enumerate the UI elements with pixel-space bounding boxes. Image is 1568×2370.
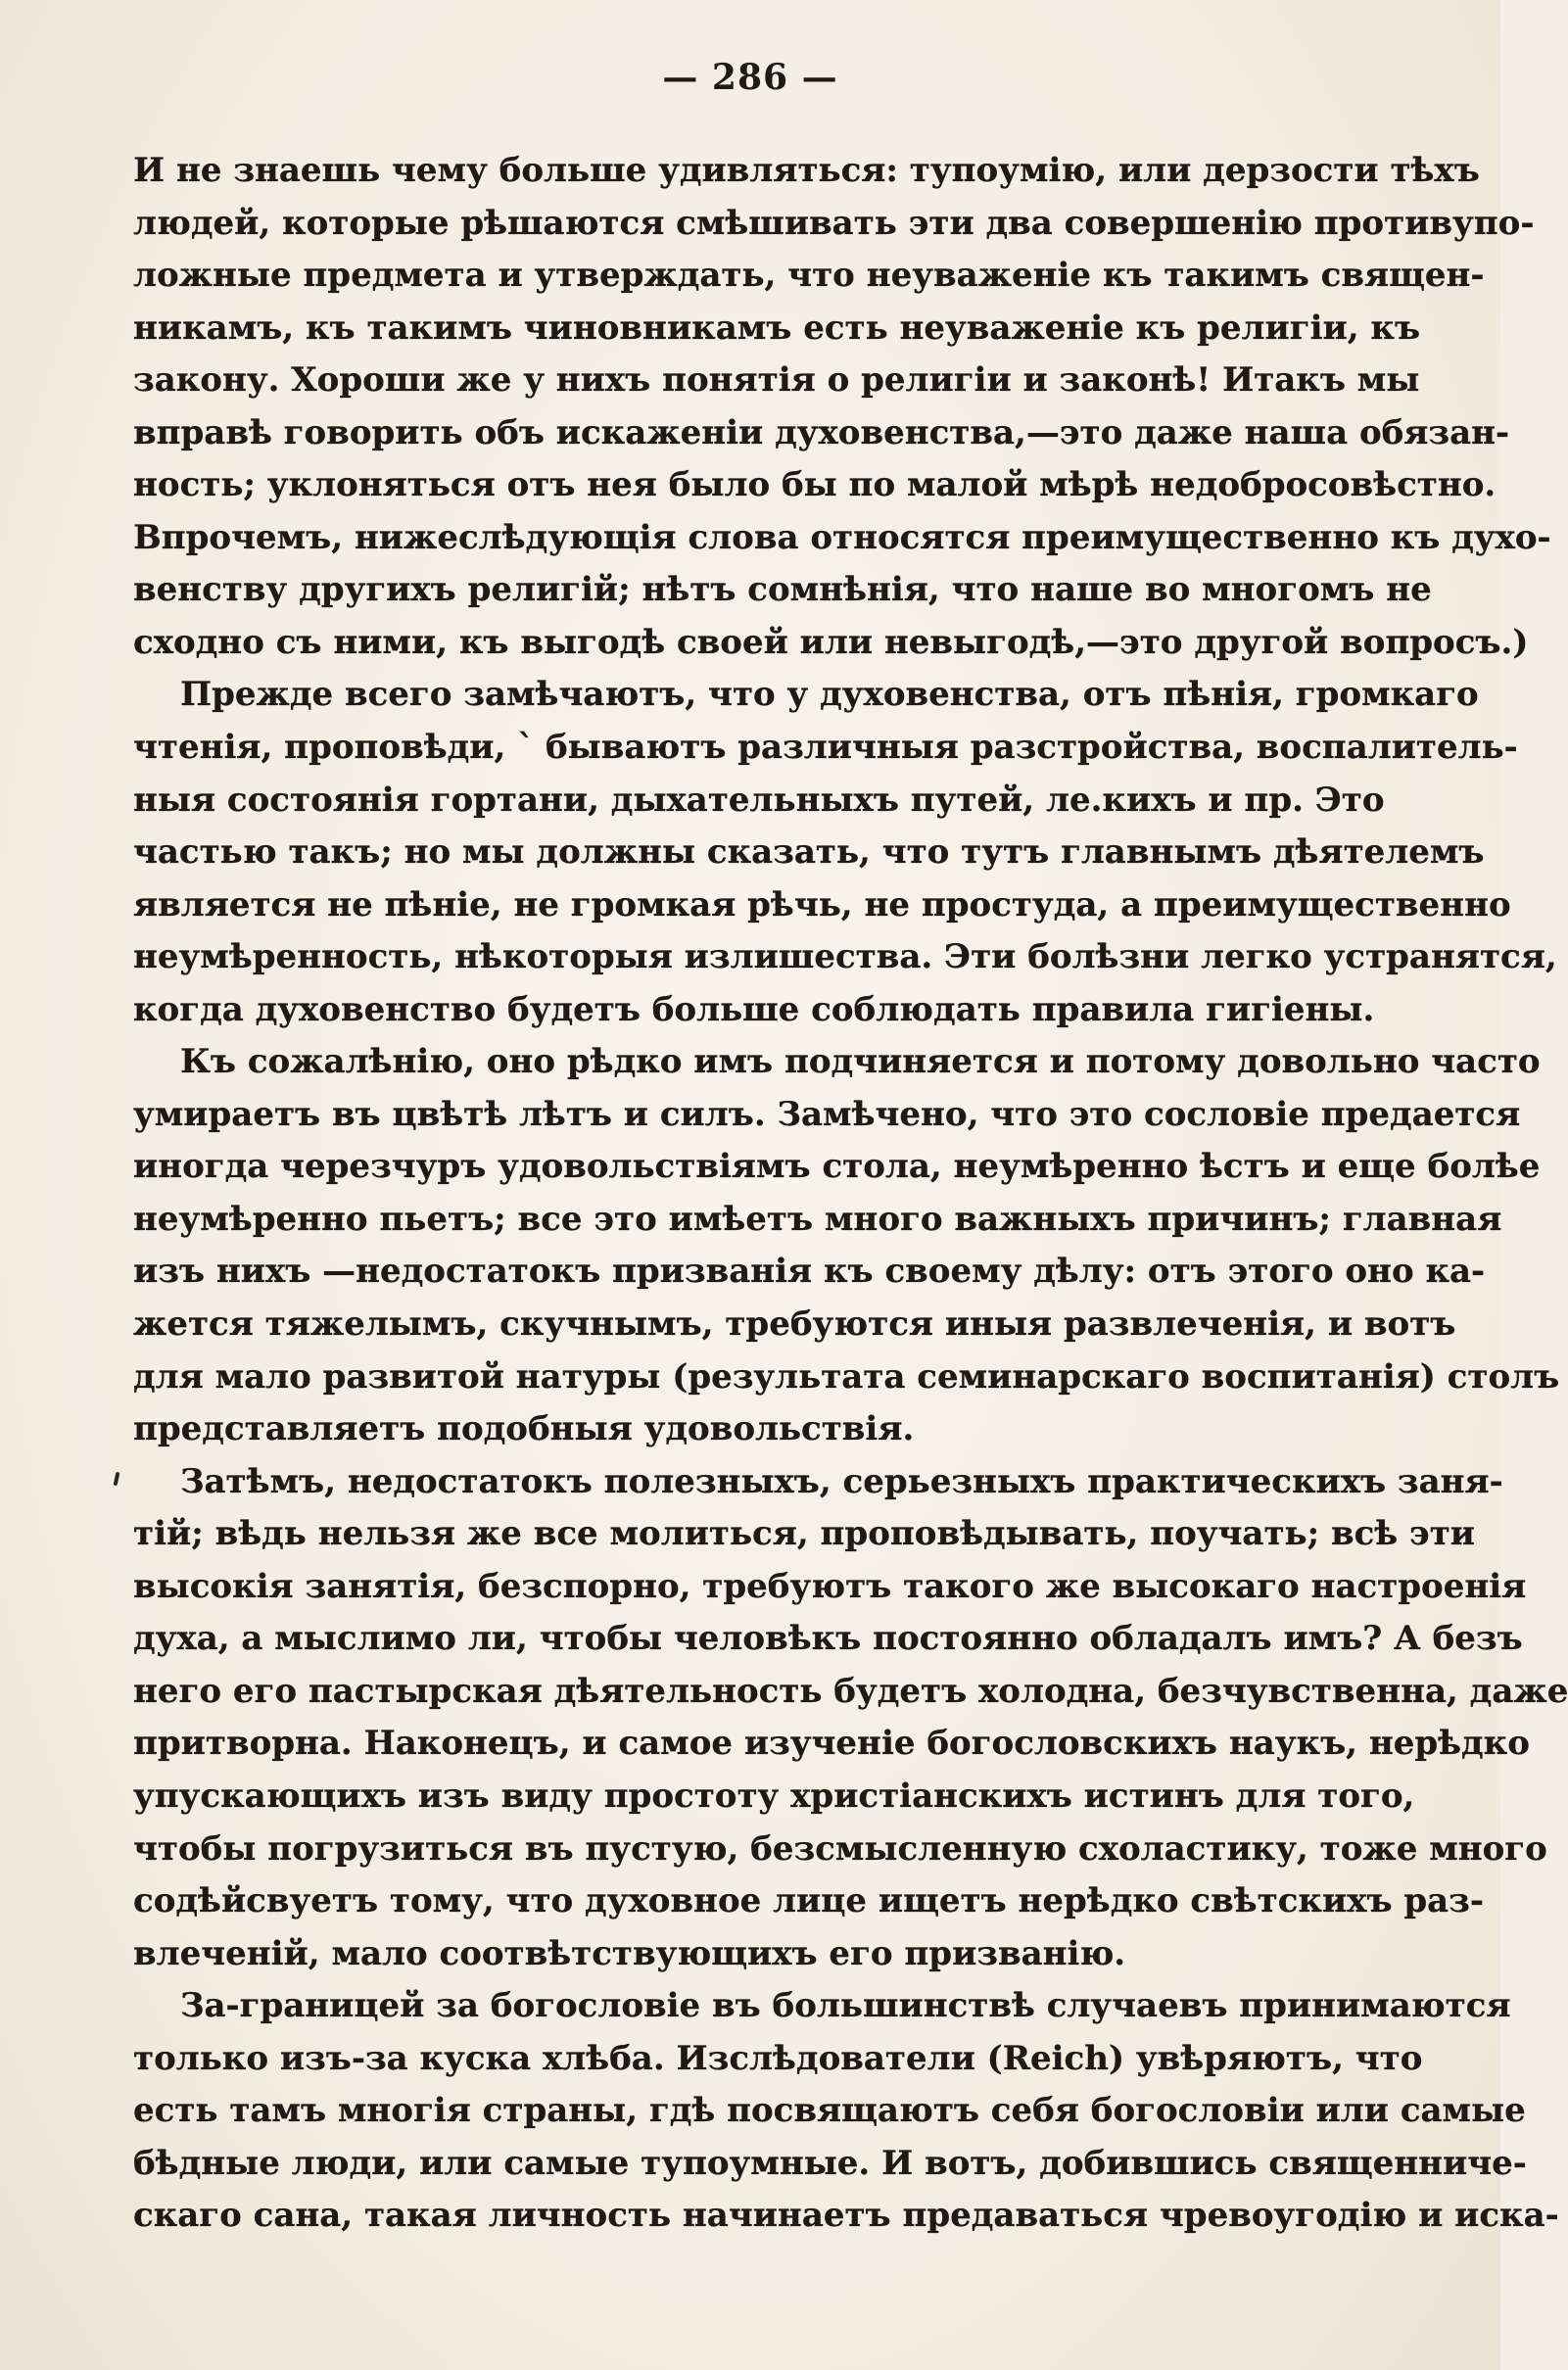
text-line: жется тяжелымъ, скучнымъ, требуются иныя развлеченія, и вотъ — [133, 1304, 1456, 1345]
text-line: Затѣмъ, недостатокъ полезныхъ, серьезныхъ практическихъ заня- — [180, 1461, 1503, 1501]
text-line: умираетъ въ цвѣтѣ лѣтъ и силъ. Замѣчено, что это сословіе предается — [133, 1094, 1521, 1134]
text-line: для мало развитой натуры (результата семинарскаго воспитанія) столъ — [133, 1356, 1560, 1397]
text-line: неумѣренность, нѣкоторыя излишества. Эти болѣзни легко устранятся, — [133, 937, 1557, 977]
text-line: духа, а мыслимо ли, чтобы человѣкъ постоянно обладалъ имъ? А безъ — [133, 1619, 1523, 1659]
text-line: представляетъ подобныя удовольствія. — [133, 1409, 915, 1449]
text-line: За-границей за богословіе въ большинствѣ случаевъ принимаются — [180, 1986, 1511, 2026]
text-line: есть тамъ многія страны, гдѣ посвящаютъ себя богословіи или самые — [133, 2091, 1526, 2131]
text-line: Прежде всего замѣчаютъ, что у духовенства, отъ пѣнія, громкаго — [180, 675, 1479, 715]
text-line: ность; уклоняться отъ нея было бы по малой мѣрѣ недобросовѣстно. — [133, 465, 1497, 505]
text-line: высокія занятія, безспорно, требуютъ такого же высокаго настроенія — [133, 1566, 1527, 1606]
text-line: тій; вѣдь нельзя же все молиться, проповѣдывать, поучать; всѣ эти — [133, 1514, 1476, 1554]
text-line: Къ сожалѣнію, оно рѣдко имъ подчиняется и потому довольно часто — [180, 1042, 1541, 1082]
text-line: него его пастырская дѣятельность будетъ холодна, безчувственна, даже — [133, 1671, 1568, 1711]
text-line: бѣдные люди, или самые тупоумные. И вотъ, добившись священниче- — [133, 2143, 1527, 2183]
text-line: только изъ-за куска хлѣба. Изслѣдователи (Reich) увѣряютъ, что — [133, 2038, 1423, 2078]
text-line: Впрочемъ, нижеслѣдующія слова относятся преимущественно къ духо- — [133, 517, 1551, 557]
text-line: частью такъ; но мы должны сказать, что тутъ главнымъ дѣятелемъ — [133, 832, 1485, 873]
text-line: скаго сана, такая личность начинаетъ предаваться чревоугодію и иска- — [133, 2196, 1559, 2236]
text-line: ныя состоянія гортани, дыхательныхъ путей, ле.кихъ и пр. Это — [133, 780, 1385, 820]
text-line: изъ нихъ —недостатокъ призванія къ своему дѣлу: отъ этого оно ка- — [133, 1252, 1486, 1292]
text-line: вправѣ говорить объ искаженіи духовенства,—это даже наша обязан- — [133, 412, 1510, 452]
text-line: притворна. Наконецъ, и самое изученіе богословскихъ наукъ, нерѣдко — [133, 1724, 1530, 1764]
margin-ink-mark — [114, 1472, 120, 1487]
text-line: является не пѣніе, не громкая рѣчь, не простуда, а преимущественно — [133, 884, 1511, 924]
text-line: сходно съ ними, къ выгодѣ своей или невыгодѣ,—это другой вопросъ.) — [133, 622, 1529, 662]
text-line: людей, которые рѣшаются смѣшивать эти два совершенію противупо- — [133, 203, 1535, 243]
text-line: ложные предмета и утверждать, что неуваженіе къ такимъ священ- — [133, 256, 1485, 296]
text-line: венству другихъ религій; нѣтъ сомнѣнія, что наше во многомъ не — [133, 570, 1432, 610]
text-line: иногда черезчуръ удовольствіямъ стола, неумѣренно ѣстъ и еще болѣе — [133, 1147, 1541, 1187]
text-line: чтенія, проповѣди, ` бываютъ различныя разстройства, воспалитель- — [133, 728, 1518, 768]
text-line: закону. Хороши же у нихъ понятія о религіи и законѣ! Итакъ мы — [133, 360, 1420, 401]
text-line: И не знаешь чему больше удивляться: тупоумію, или дерзости тѣхъ — [133, 151, 1480, 190]
text-line: содѣйсвуетъ тому, что духовное лице ищетъ нерѣдко свѣтскихъ раз- — [133, 1881, 1484, 1921]
text-line: когда духовенство будетъ больше соблюдать правила гигіены. — [133, 989, 1375, 1029]
text-line: упускающихъ изъ виду простоту христіанскихъ истинъ для того, — [133, 1776, 1415, 1816]
page-number: — 286 — — [662, 57, 838, 98]
body-text — [133, 145, 1568, 2243]
text-line: никамъ, къ такимъ чиновникамъ есть неуваженіе къ религіи, къ — [133, 308, 1421, 348]
text-line: чтобы погрузиться въ пустую, безсмысленную схоластику, тоже много — [133, 1828, 1547, 1869]
text-line: неумѣренно пьетъ; все это имѣетъ много важныхъ причинъ; главная — [133, 1199, 1502, 1239]
text-line: влеченій, мало соотвѣтствующихъ его призванію. — [133, 1933, 1126, 1973]
